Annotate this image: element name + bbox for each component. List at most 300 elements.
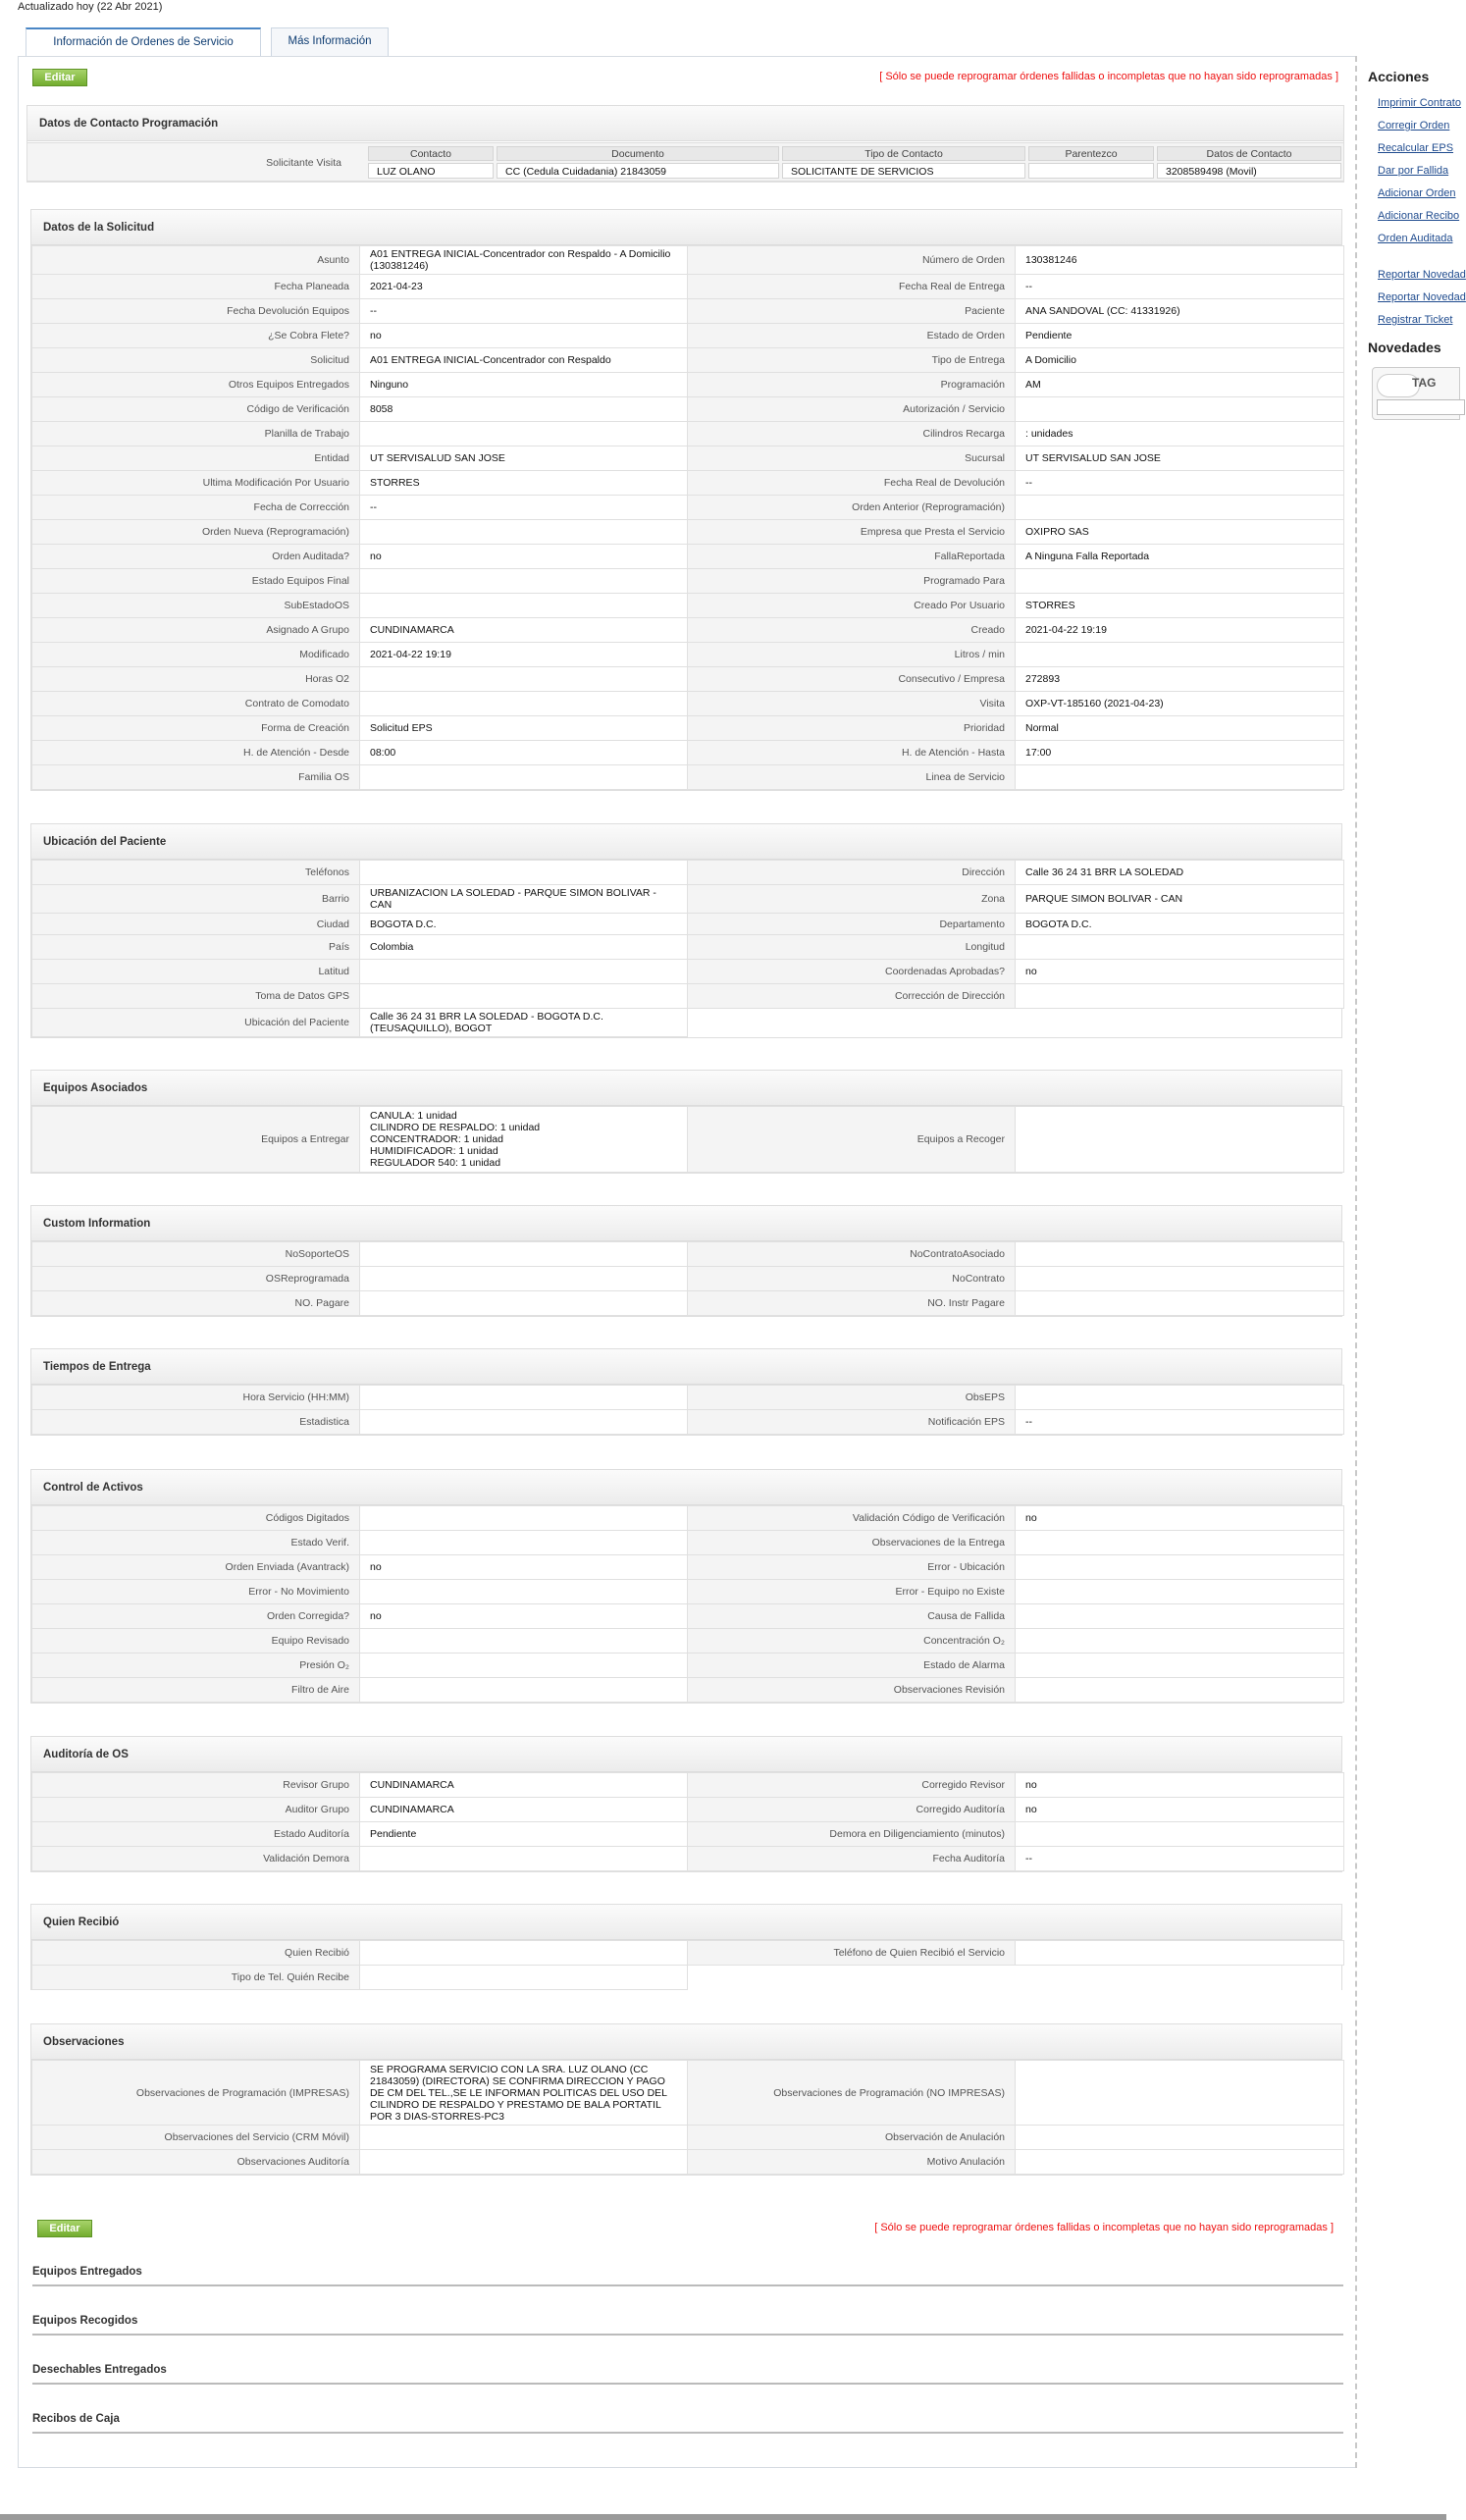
- contact-value-parentezco: [1028, 163, 1154, 179]
- field-value: [360, 861, 688, 885]
- section-title: Datos de la Solicitud: [31, 210, 1341, 245]
- form-row: [32, 741, 1344, 765]
- form-row: [32, 935, 1344, 960]
- form-row: [32, 984, 1344, 1009]
- section-observaciones: [30, 2023, 1342, 2176]
- field-label: Observaciones de Programación (IMPRESAS): [32, 2061, 360, 2126]
- field-label: Asignado A Grupo: [32, 618, 360, 643]
- form-row: [32, 1822, 1344, 1847]
- field-label: Autorización / Servicio: [688, 397, 1016, 422]
- form-row: [32, 1386, 1344, 1410]
- field-value: [1016, 1242, 1344, 1267]
- field-label: Ciudad: [32, 914, 360, 935]
- observaciones-table: [31, 2060, 1344, 2175]
- form-row: [32, 667, 1344, 692]
- field-value: [360, 1291, 688, 1316]
- sidebar-link-corregir-orden[interactable]: Corregir Orden: [1378, 120, 1450, 131]
- field-label: Departamento: [688, 914, 1016, 935]
- section-title: Auditoría de OS: [31, 1737, 1341, 1772]
- field-value: CUNDINAMARCA: [360, 1798, 688, 1822]
- field-label: Fecha Real de Entrega: [688, 275, 1016, 299]
- form-row: [32, 1604, 1344, 1629]
- form-row: [32, 397, 1344, 422]
- field-value: [1016, 1941, 1344, 1966]
- field-label: Error - No Movimiento: [32, 1580, 360, 1604]
- field-label: Número de Orden: [688, 246, 1016, 275]
- field-value: BOGOTA D.C.: [1016, 914, 1344, 935]
- form-row: [32, 1291, 1344, 1316]
- field-label: Paciente: [688, 299, 1016, 324]
- form-row: [32, 1629, 1344, 1654]
- field-value: [360, 1506, 688, 1531]
- field-value: 2021-04-22 19:19: [360, 643, 688, 667]
- form-row: [32, 1966, 1344, 1990]
- field-label: Forma de Creación: [32, 716, 360, 741]
- field-value: OXIPRO SAS: [1016, 520, 1344, 545]
- form-row: [32, 1580, 1344, 1604]
- field-label: Validación Código de Verificación: [688, 1506, 1016, 1531]
- field-label: Dirección: [688, 861, 1016, 885]
- field-label: Equipo Revisado: [32, 1629, 360, 1654]
- form-row: [32, 2126, 1344, 2150]
- field-label: Orden Anterior (Reprogramación): [688, 496, 1016, 520]
- field-label: Longitud: [688, 935, 1016, 960]
- contact-col-tipo: [782, 146, 1025, 179]
- field-label: Estado de Orden: [688, 324, 1016, 348]
- form-row: [32, 1941, 1344, 1966]
- sidebar-link-orden-auditada[interactable]: Orden Auditada: [1378, 233, 1453, 244]
- section-datos-solicitud: [30, 209, 1342, 791]
- field-label: Orden Corregida?: [32, 1604, 360, 1629]
- equipos-table: [31, 1106, 1344, 1173]
- field-value: no: [360, 545, 688, 569]
- field-label: Código de Verificación: [32, 397, 360, 422]
- sidebar-link-imprimir-contrato[interactable]: Imprimir Contrato: [1378, 97, 1461, 109]
- form-row: [32, 1107, 1344, 1173]
- field-value: A Ninguna Falla Reportada: [1016, 545, 1344, 569]
- auditoria-table: [31, 1772, 1344, 1871]
- field-label: Códigos Digitados: [32, 1506, 360, 1531]
- field-label: Observaciones Revisión: [688, 1678, 1016, 1703]
- field-value: [360, 1966, 688, 1990]
- field-value: [1016, 1291, 1344, 1316]
- sidebar-link-reportar-novedad-1[interactable]: Reportar Novedad: [1378, 269, 1466, 281]
- field-value: [1016, 1822, 1344, 1847]
- field-label: Observaciones de Programación (NO IMPRESAS): [688, 2061, 1016, 2126]
- sidebar-link-reportar-novedad-2[interactable]: Reportar Novedad: [1378, 291, 1466, 303]
- field-value: Calle 36 24 31 BRR LA SOLEDAD - BOGOTA D.C. (TEUSAQUILLO), BOGOT: [360, 1009, 688, 1037]
- field-label: Fecha Auditoría: [688, 1847, 1016, 1871]
- edit-button-top[interactable]: Editar: [32, 69, 87, 86]
- field-label: Observaciones del Servicio (CRM Móvil): [32, 2126, 360, 2150]
- sidebar-separator: [1355, 56, 1357, 2468]
- field-value: [1016, 1107, 1344, 1173]
- updated-text: Actualizado hoy (22 Abr 2021): [18, 1, 163, 13]
- field-value: Solicitud EPS: [360, 716, 688, 741]
- field-value: 2021-04-23: [360, 275, 688, 299]
- field-value: [1016, 2126, 1344, 2150]
- tag-widget: [1372, 367, 1460, 420]
- form-row: [32, 2061, 1344, 2126]
- form-row: [32, 643, 1344, 667]
- field-label: Creado: [688, 618, 1016, 643]
- field-label: Orden Enviada (Avantrack): [32, 1555, 360, 1580]
- field-label: Orden Auditada?: [32, 545, 360, 569]
- contact-header-tipo: Tipo de Contacto: [782, 146, 1025, 161]
- field-label: Fecha Devolución Equipos: [32, 299, 360, 324]
- field-value: [1016, 1654, 1344, 1678]
- field-value: CUNDINAMARCA: [360, 618, 688, 643]
- section-equipos-asociados: [30, 1070, 1342, 1174]
- contact-col-datos: [1157, 146, 1341, 179]
- field-label: Auditor Grupo: [32, 1798, 360, 1822]
- field-label: Teléfono de Quien Recibió el Servicio: [688, 1941, 1016, 1966]
- sidebar-title-novedades: Novedades: [1368, 340, 1441, 355]
- ubicacion-table: [31, 860, 1344, 1037]
- field-value: 17:00: [1016, 741, 1344, 765]
- form-row: [32, 1847, 1344, 1871]
- form-row: [32, 594, 1344, 618]
- field-value: Normal: [1016, 716, 1344, 741]
- field-value: STORRES: [360, 471, 688, 496]
- section-equipos-entregados[interactable]: Equipos Entregados: [32, 2263, 1343, 2286]
- form-row: [32, 1678, 1344, 1703]
- field-label: Estado Verif.: [32, 1531, 360, 1555]
- field-value: [1016, 1386, 1344, 1410]
- field-label: Corregido Auditoría: [688, 1798, 1016, 1822]
- field-label: Estado de Alarma: [688, 1654, 1016, 1678]
- field-label: País: [32, 935, 360, 960]
- field-label: NO. Instr Pagare: [688, 1291, 1016, 1316]
- section-auditoria-os: [30, 1736, 1342, 1872]
- form-row: [32, 1506, 1344, 1531]
- field-value: --: [360, 496, 688, 520]
- field-value: [360, 594, 688, 618]
- field-label: Estado Auditoría: [32, 1822, 360, 1847]
- field-label: Fecha Planeada: [32, 275, 360, 299]
- field-value: 130381246: [1016, 246, 1344, 275]
- field-value: no: [360, 1555, 688, 1580]
- contact-value-tipo: SOLICITANTE DE SERVICIOS: [782, 163, 1025, 179]
- field-value: PARQUE SIMON BOLIVAR - CAN: [1016, 885, 1344, 914]
- field-label: H. de Atención - Hasta: [688, 741, 1016, 765]
- field-value: 08:00: [360, 741, 688, 765]
- sidebar-link-dar-por-fallida[interactable]: Dar por Fallida: [1378, 165, 1449, 177]
- field-value: Calle 36 24 31 BRR LA SOLEDAD: [1016, 861, 1344, 885]
- contact-row-label: Solicitante Visita: [266, 157, 341, 169]
- field-label: Fecha Real de Devolución: [688, 471, 1016, 496]
- field-label: ¿Se Cobra Flete?: [32, 324, 360, 348]
- field-value: 2021-04-22 19:19: [1016, 618, 1344, 643]
- field-label: Estado Equipos Final: [32, 569, 360, 594]
- field-label: NO. Pagare: [32, 1291, 360, 1316]
- field-label: SubEstadoOS: [32, 594, 360, 618]
- content-frame-left: [18, 56, 19, 2468]
- form-row: [32, 569, 1344, 594]
- sidebar-link-adicionar-recibo[interactable]: Adicionar Recibo: [1378, 210, 1460, 222]
- field-value: CANULA: 1 unidad CILINDRO DE RESPALDO: 1 unidad CONCENTRADOR: 1 unidad HUMIDIFICADOR: 1 unidad REGULADOR 540: 1 unidad: [360, 1107, 688, 1173]
- field-label: Ultima Modificación Por Usuario: [32, 471, 360, 496]
- field-value: URBANIZACION LA SOLEDAD - PARQUE SIMON BOLIVAR - CAN: [360, 885, 688, 914]
- field-value: 8058: [360, 397, 688, 422]
- field-value: [360, 692, 688, 716]
- field-label: ObsEPS: [688, 1386, 1016, 1410]
- field-value: CUNDINAMARCA: [360, 1773, 688, 1798]
- actions-sidebar: [1368, 69, 1466, 420]
- field-value: [360, 1941, 688, 1966]
- form-row: [32, 348, 1344, 373]
- field-label: Toma de Datos GPS: [32, 984, 360, 1009]
- field-value: SE PROGRAMA SERVICIO CON LA SRA. LUZ OLANO (CC 21843059) (DIRECTORA) SE CONFIRMA DIRECCION Y PAGO DE CM DEL TEL.,SE LE INFORMAN POLITICAS DEL USO DEL CILINDRO DE RESPALDO Y PRESTAMO DE BALA PORTATIL POR 3 DIAS-STORRES-PC3: [360, 2061, 688, 2126]
- form-row: [32, 520, 1344, 545]
- form-row: [32, 496, 1344, 520]
- field-value: [1016, 569, 1344, 594]
- field-label: Causa de Fallida: [688, 1604, 1016, 1629]
- tab-informacion-ordenes[interactable]: Información de Ordenes de Servicio: [26, 27, 261, 56]
- section-title: Custom Information: [31, 1206, 1341, 1241]
- field-value: --: [1016, 471, 1344, 496]
- field-label: Revisor Grupo: [32, 1773, 360, 1798]
- field-label: Hora Servicio (HH:MM): [32, 1386, 360, 1410]
- field-label: Consecutivo / Empresa: [688, 667, 1016, 692]
- contact-header-parentezco: Parentezco: [1028, 146, 1154, 161]
- field-value: [1016, 1580, 1344, 1604]
- field-value: Colombia: [360, 935, 688, 960]
- section-tiempos-entrega: [30, 1348, 1342, 1436]
- field-value: [360, 984, 688, 1009]
- field-value: [360, 960, 688, 984]
- form-row: [32, 716, 1344, 741]
- field-label: FallaReportada: [688, 545, 1016, 569]
- field-value: [360, 1847, 688, 1871]
- field-value: [360, 1386, 688, 1410]
- contact-header-documento: Documento: [497, 146, 779, 161]
- section-title: Ubicación del Paciente: [31, 824, 1341, 860]
- field-value: --: [1016, 1410, 1344, 1435]
- field-value: Ninguno: [360, 373, 688, 397]
- control-table: [31, 1505, 1344, 1703]
- field-value: [360, 1678, 688, 1703]
- form-row: [32, 545, 1344, 569]
- field-value: BOGOTA D.C.: [360, 914, 688, 935]
- field-value: [1016, 1629, 1344, 1654]
- field-label: Notificación EPS: [688, 1410, 1016, 1435]
- form-row: [32, 246, 1344, 275]
- field-label: Equipos a Recoger: [688, 1107, 1016, 1173]
- field-value: no: [1016, 1773, 1344, 1798]
- contact-col-parentezco: [1028, 146, 1154, 179]
- field-value: [1016, 1267, 1344, 1291]
- field-value: [360, 1267, 688, 1291]
- form-row: [32, 373, 1344, 397]
- field-label: Otros Equipos Entregados: [32, 373, 360, 397]
- contact-value-datos: 3208589498 (Movil): [1157, 163, 1341, 179]
- field-value: --: [1016, 1847, 1344, 1871]
- field-label: Error - Equipo no Existe: [688, 1580, 1016, 1604]
- field-label: Latitud: [32, 960, 360, 984]
- section-equipos-recogidos[interactable]: Equipos Recogidos: [32, 2312, 1343, 2336]
- field-label: Modificado: [32, 643, 360, 667]
- field-label: Programado Para: [688, 569, 1016, 594]
- section-quien-recibio: [30, 1904, 1342, 1990]
- field-value: [1016, 765, 1344, 790]
- field-label: OSReprogramada: [32, 1267, 360, 1291]
- form-row: [32, 914, 1344, 935]
- field-value: [360, 422, 688, 446]
- field-value: [1016, 643, 1344, 667]
- field-value: [1016, 935, 1344, 960]
- field-label: Tipo de Tel. Quién Recibe: [32, 1966, 360, 1990]
- field-value: [360, 2126, 688, 2150]
- field-value: UT SERVISALUD SAN JOSE: [360, 446, 688, 471]
- form-row: [32, 1798, 1344, 1822]
- field-value: [360, 667, 688, 692]
- field-value: [1016, 1555, 1344, 1580]
- section-title: Quien Recibió: [31, 1905, 1341, 1940]
- field-value: UT SERVISALUD SAN JOSE: [1016, 446, 1344, 471]
- field-value: A01 ENTREGA INICIAL-Concentrador con Respaldo: [360, 348, 688, 373]
- tag-label: TAG: [1412, 376, 1437, 390]
- field-label: Concentración O₂: [688, 1629, 1016, 1654]
- form-row: [32, 1242, 1344, 1267]
- sidebar-title-acciones: Acciones: [1368, 69, 1430, 84]
- field-label: Entidad: [32, 446, 360, 471]
- field-value: no: [1016, 1798, 1344, 1822]
- reprogram-warning-bottom: [ Sólo se puede reprogramar órdenes fallidas o incompletas que no hayan sido reprogramadas ]: [874, 2222, 1334, 2233]
- field-value: A01 ENTREGA INICIAL-Concentrador con Respaldo - A Domicilio (130381246): [360, 246, 688, 275]
- sidebar-link-recalcular-eps[interactable]: Recalcular EPS: [1378, 142, 1454, 154]
- field-value: Pendiente: [1016, 324, 1344, 348]
- field-value: : unidades: [1016, 422, 1344, 446]
- field-value: --: [360, 299, 688, 324]
- field-label: Horas O2: [32, 667, 360, 692]
- field-label: Planilla de Trabajo: [32, 422, 360, 446]
- field-value: [360, 569, 688, 594]
- form-row: [32, 861, 1344, 885]
- field-label: Quien Recibió: [32, 1941, 360, 1966]
- field-value: OXP-VT-185160 (2021-04-23): [1016, 692, 1344, 716]
- field-label: Zona: [688, 885, 1016, 914]
- field-value: [360, 1580, 688, 1604]
- field-label: Asunto: [32, 246, 360, 275]
- form-row: [32, 2150, 1344, 2175]
- tag-input[interactable]: [1377, 399, 1465, 415]
- field-label: Coordenadas Aprobadas?: [688, 960, 1016, 984]
- field-label: Teléfonos: [32, 861, 360, 885]
- field-label: Ubicación del Paciente: [32, 1009, 360, 1037]
- form-row: [32, 1410, 1344, 1435]
- field-value: --: [1016, 275, 1344, 299]
- tab-mas-informacion[interactable]: Más Información: [271, 27, 389, 56]
- section-desechables-entregados[interactable]: Desechables Entregados: [32, 2361, 1343, 2385]
- field-value: A Domicilio: [1016, 348, 1344, 373]
- edit-button-bottom[interactable]: Editar: [37, 2220, 92, 2237]
- field-label: Contrato de Comodato: [32, 692, 360, 716]
- contact-row: [26, 142, 1344, 182]
- contact-header-contacto: Contacto: [368, 146, 494, 161]
- field-label: Empresa que Presta el Servicio: [688, 520, 1016, 545]
- contact-col-contacto: [368, 146, 494, 179]
- field-label: Presión O₂: [32, 1654, 360, 1678]
- field-label: Visita: [688, 692, 1016, 716]
- field-label: Cilindros Recarga: [688, 422, 1016, 446]
- form-row: [32, 960, 1344, 984]
- field-label: Observaciones de la Entrega: [688, 1531, 1016, 1555]
- quien-table: [31, 1940, 1344, 1990]
- section-control-activos: [30, 1469, 1342, 1704]
- section-title: Equipos Asociados: [31, 1071, 1341, 1106]
- section-recibos-caja[interactable]: Recibos de Caja: [32, 2410, 1343, 2434]
- field-label: Linea de Servicio: [688, 765, 1016, 790]
- content-frame-bottom: [18, 2467, 1356, 2468]
- tiempos-table: [31, 1385, 1344, 1435]
- field-label: Programación: [688, 373, 1016, 397]
- form-row: [32, 299, 1344, 324]
- field-label: H. de Atención - Desde: [32, 741, 360, 765]
- field-label: Prioridad: [688, 716, 1016, 741]
- field-value: [1016, 496, 1344, 520]
- field-value: STORRES: [1016, 594, 1344, 618]
- contact-col-documento: [497, 146, 779, 179]
- field-label: Motivo Anulación: [688, 2150, 1016, 2175]
- contact-header-datos: Datos de Contacto: [1157, 146, 1341, 161]
- field-value: no: [360, 324, 688, 348]
- field-label: Estadistica: [32, 1410, 360, 1435]
- field-value: [360, 1654, 688, 1678]
- field-label: Litros / min: [688, 643, 1016, 667]
- field-label: NoContratoAsociado: [688, 1242, 1016, 1267]
- field-label: Equipos a Entregar: [32, 1107, 360, 1173]
- field-value: [1016, 2150, 1344, 2175]
- field-label: NoContrato: [688, 1267, 1016, 1291]
- form-row: [32, 275, 1344, 299]
- field-value: [1016, 1678, 1344, 1703]
- field-value: [360, 520, 688, 545]
- field-value: [360, 1531, 688, 1555]
- form-row: [32, 1654, 1344, 1678]
- field-label: Familia OS: [32, 765, 360, 790]
- form-row: [32, 1555, 1344, 1580]
- form-row: [32, 765, 1344, 790]
- form-row: [32, 422, 1344, 446]
- field-value: no: [360, 1604, 688, 1629]
- form-row: [32, 324, 1344, 348]
- form-row: [32, 1009, 1344, 1037]
- sidebar-link-registrar-ticket[interactable]: Registrar Ticket: [1378, 314, 1453, 326]
- field-label: Validación Demora: [32, 1847, 360, 1871]
- field-value: [360, 1242, 688, 1267]
- section-title: Tiempos de Entrega: [31, 1349, 1341, 1385]
- content-frame-top: [18, 56, 1356, 57]
- section-title: Observaciones: [31, 2024, 1341, 2060]
- field-value: 272893: [1016, 667, 1344, 692]
- field-label: NoSoporteOS: [32, 1242, 360, 1267]
- field-value: no: [1016, 960, 1344, 984]
- field-label: Corregido Revisor: [688, 1773, 1016, 1798]
- reprogram-warning-top: [ Sólo se puede reprogramar órdenes fallidas o incompletas que no hayan sido reprogramadas ]: [879, 71, 1338, 82]
- field-label: Tipo de Entrega: [688, 348, 1016, 373]
- field-label: Error - Ubicación: [688, 1555, 1016, 1580]
- field-label: Fecha de Corrección: [32, 496, 360, 520]
- field-value: [360, 765, 688, 790]
- custom-table: [31, 1241, 1344, 1316]
- section-title: Datos de Contacto Programación: [27, 106, 1343, 141]
- field-value: [360, 1629, 688, 1654]
- field-value: ANA SANDOVAL (CC: 41331926): [1016, 299, 1344, 324]
- sidebar-link-adicionar-orden[interactable]: Adicionar Orden: [1378, 187, 1456, 199]
- field-value: [360, 1410, 688, 1435]
- form-row: [32, 885, 1344, 914]
